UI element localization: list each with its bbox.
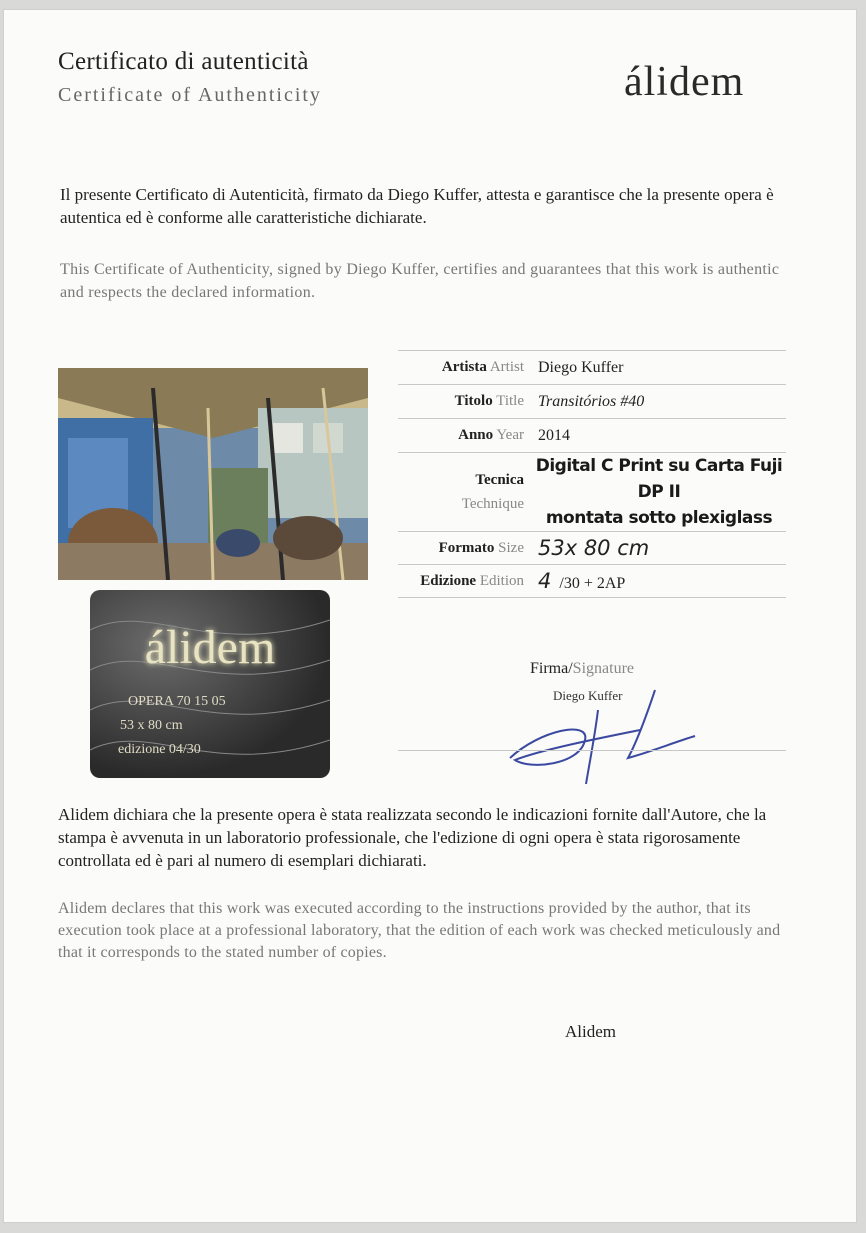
title-english: Certificate of Authenticity [58, 84, 322, 106]
year-label-en: Year [496, 427, 524, 443]
year-label-it: Anno [458, 427, 494, 443]
technique-line1: Digital C Print su Carta Fuji DP II [535, 456, 783, 502]
seal-logo: álidem [144, 621, 276, 674]
technique-line2: montata sotto plexiglass [545, 508, 773, 528]
size-row [398, 532, 786, 565]
artist-row [398, 351, 786, 385]
details-table [398, 350, 786, 598]
year-row [398, 419, 786, 453]
size-label-en: Size [498, 539, 524, 556]
seal-size: 53 x 80 cm [120, 718, 183, 733]
signature-line [398, 750, 786, 751]
title-label-en: Title [496, 393, 524, 409]
technique-row [398, 453, 786, 532]
size-value: 53x 80 cm [538, 536, 650, 560]
signature-printed-name: Diego Kuffer [553, 688, 623, 703]
signature-label [530, 660, 634, 678]
declaration-english: Alidem declares that this work was executed according to the instructions provided by the author, that its execution took place at a professional laboratory, that the edition of each work was checked meticulously and that it corresponds to the stated number of copies. [58, 900, 781, 961]
title-row [398, 385, 786, 419]
edition-row [398, 565, 786, 598]
edition-label-it: Edizione [420, 572, 477, 589]
title-label-it: Titolo [454, 393, 493, 409]
artist-label-en: Artist [489, 359, 524, 375]
intro-italian: Il presente Certificato di Autenticità, firmato da Diego Kuffer, attesta e garantisce che la presente opera è autentica ed è conforme alle caratteristiche dichiarate. [60, 185, 774, 227]
alidem-logo: álidem [624, 59, 745, 105]
size-label-it: Formato [438, 539, 495, 556]
handwritten-signature [500, 680, 700, 790]
year-value: 2014 [538, 426, 570, 444]
edition-number: 4 [538, 569, 552, 593]
title-value: Transitórios #40 [538, 392, 645, 410]
technique-label-it: Tecnica [475, 472, 524, 488]
edition-label-en: Edition [479, 572, 524, 589]
artwork-illustration [58, 368, 368, 580]
title-italian: Certificato di autenticità [58, 48, 309, 75]
artwork-image [58, 368, 368, 580]
seal-opera-code: OPERA 70 15 05 [128, 694, 226, 709]
closing-signature: Alidem [565, 1022, 616, 1041]
edition-total: /30 + 2AP [559, 575, 626, 592]
intro-english: This Certificate of Authenticity, signed by Diego Kuffer, certifies and guarantees that this work is authentic and respects the declared information. [60, 261, 780, 301]
signature-label-en: Signature [572, 660, 634, 677]
technique-label-en: Technique [461, 496, 524, 512]
artist-label-it: Artista [441, 359, 487, 375]
declaration-italian: Alidem dichiara che la presente opera è stata realizzata secondo le indicazioni fornite dall'Autore, che la stampa è avvenuta in un laboratorio professionale, che l'edizione di ogni opera è stata rigorosamente controllata ed è pari al numero di esemplari dichiarati. [58, 805, 767, 870]
seal-edition: edizione 04/30 [118, 742, 201, 757]
hologram-seal [90, 590, 330, 778]
signature-label-it: Firma/ [530, 660, 573, 677]
artist-value: Diego Kuffer [538, 358, 624, 376]
